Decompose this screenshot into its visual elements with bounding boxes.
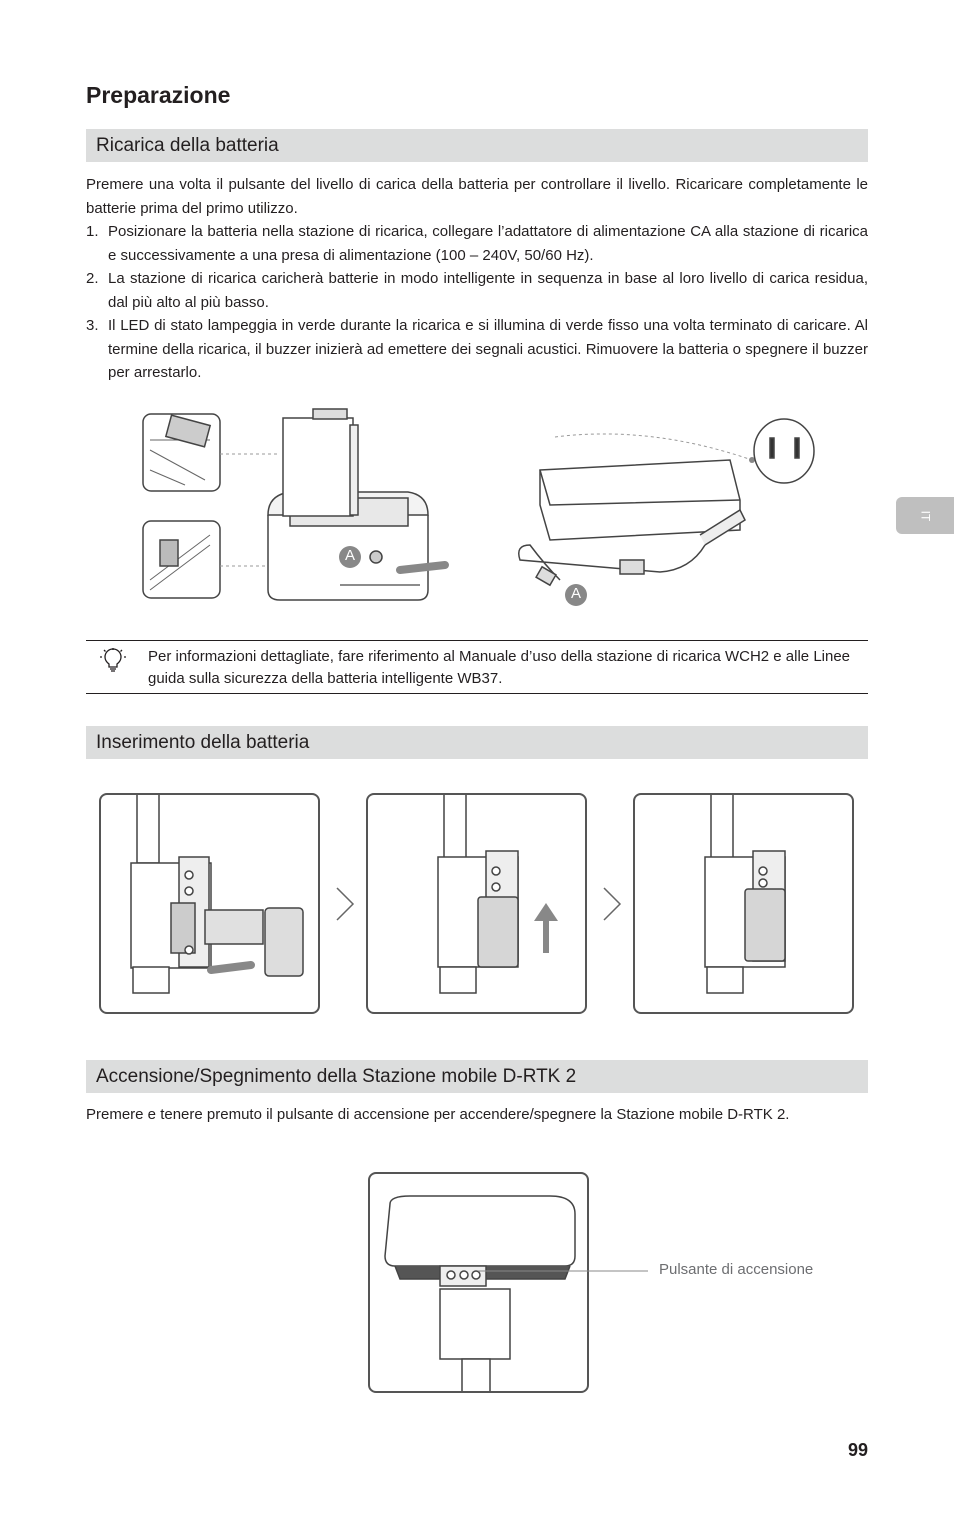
- note-text: Per informazioni dettagliate, fare riferimento al Manuale d’uso della stazione di ricarica WCH2 e alle Linee guida sulla sicurezza della batteria intelligente WB37.: [148, 648, 851, 687]
- charging-intro: Premere una volta il pulsante del livello di carica della batteria per controllare il livello. Ricaricare completamente le batterie prima del primo utilizzo.: [86, 176, 868, 217]
- power-button-callout: Pulsante di accensione: [659, 1261, 814, 1278]
- label-a-adapter: A: [570, 585, 581, 602]
- page-title: Preparazione: [86, 82, 231, 108]
- page-number: 99: [847, 1440, 868, 1460]
- section-title-battery-insert: Inserimento della batteria: [86, 726, 868, 759]
- section-title-charging: Ricarica della batteria: [86, 129, 868, 162]
- language-tab: IT: [896, 497, 954, 534]
- list-item: 3. Il LED di stato lampeggia in verde durante la ricarica e si illumina di verde fisso una volta terminato di caricare. Al termine della ricarica, il buzzer inizierà ad emettere dei segnali acustici. Rimuovere la batteria o spegnere il buzzer per arrestarlo.: [86, 317, 868, 381]
- section-title-power: Accensione/Spegnimento della Stazione mobile D-RTK 2: [86, 1060, 868, 1093]
- list-item: 1. Posizionare la batteria nella stazione di ricarica, collegare l’adattatore di alimentazione CA alla stazione di ricarica e successivamente a una presa di alimentazione (100 – 240V, 50/60 Hz).: [86, 223, 868, 264]
- list-item: 2. La stazione di ricarica caricherà batterie in modo intelligente in sequenza in base al loro livello di carica residua, dal più alto al più basso.: [86, 270, 868, 311]
- power-text: Premere e tenere premuto il pulsante di accensione per accendere/spegnere la Stazione mobile D-RTK 2.: [86, 1106, 790, 1123]
- label-a-charger: A: [344, 547, 355, 564]
